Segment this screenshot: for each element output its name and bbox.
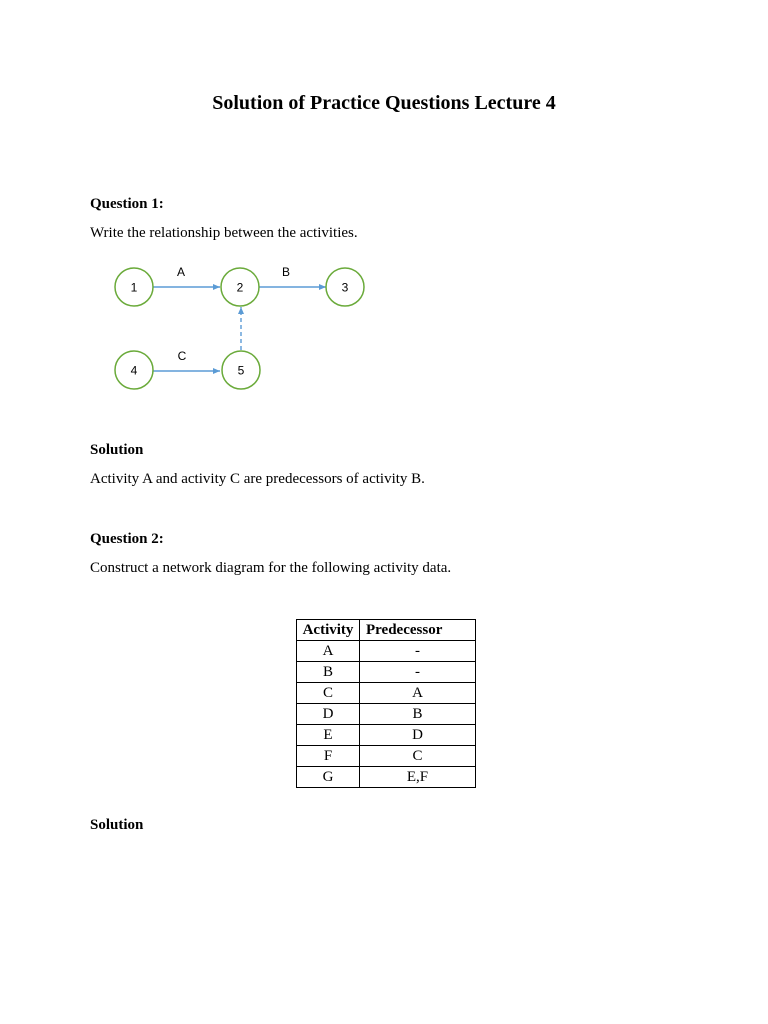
- node-2-label: 2: [236, 280, 244, 295]
- edge-label-b: B: [281, 265, 291, 279]
- solution-1-text: Activity A and activity C are predecessors of activity B.: [90, 471, 425, 487]
- predecessor-cell: A: [360, 683, 476, 704]
- question-1-heading: Question 1:: [90, 196, 164, 212]
- activity-cell: B: [297, 662, 360, 683]
- node-4-label: 4: [130, 363, 138, 378]
- activity-predecessor-table: [296, 619, 476, 788]
- activity-cell: C: [297, 683, 360, 704]
- activity-cell: E: [297, 725, 360, 746]
- node-5: [222, 351, 260, 389]
- column-header-activity: Activity: [297, 620, 360, 641]
- question-2-prompt: Construct a network diagram for the following activity data.: [90, 560, 452, 576]
- activity-cell: D: [297, 704, 360, 725]
- predecessor-cell: -: [360, 641, 476, 662]
- predecessor-cell: -: [360, 662, 476, 683]
- node-4: [115, 351, 153, 389]
- node-3: [326, 268, 364, 306]
- node-2: [221, 268, 259, 306]
- table-row: [297, 683, 476, 704]
- table-row: [297, 662, 476, 683]
- node-3-label: 3: [341, 280, 349, 295]
- predecessor-cell: C: [360, 746, 476, 767]
- table-row: [297, 641, 476, 662]
- page-title: Solution of Practice Questions Lecture 4: [212, 92, 556, 114]
- table-row: [297, 725, 476, 746]
- activity-cell: G: [297, 767, 360, 788]
- edge-label-a: A: [176, 265, 186, 279]
- activity-cell: A: [297, 641, 360, 662]
- node-5-label: 5: [237, 363, 245, 378]
- node-1: [115, 268, 153, 306]
- node-1-label: 1: [130, 280, 138, 295]
- edge-label-c: C: [177, 349, 187, 363]
- table-header-row: [297, 620, 476, 641]
- column-header-predecessor: Predecessor: [360, 620, 476, 641]
- question-2-heading: Question 2:: [90, 531, 164, 547]
- table-row: [297, 746, 476, 767]
- question-1-prompt: Write the relationship between the activities.: [90, 225, 358, 241]
- solution-1-heading: Solution: [90, 442, 144, 458]
- activity-cell: F: [297, 746, 360, 767]
- table-row: [297, 704, 476, 725]
- solution-2-heading: Solution: [90, 817, 144, 833]
- predecessor-cell: E,F: [360, 767, 476, 788]
- predecessor-cell: D: [360, 725, 476, 746]
- table-row: [297, 767, 476, 788]
- activity-network-diagram: [100, 255, 390, 400]
- predecessor-cell: B: [360, 704, 476, 725]
